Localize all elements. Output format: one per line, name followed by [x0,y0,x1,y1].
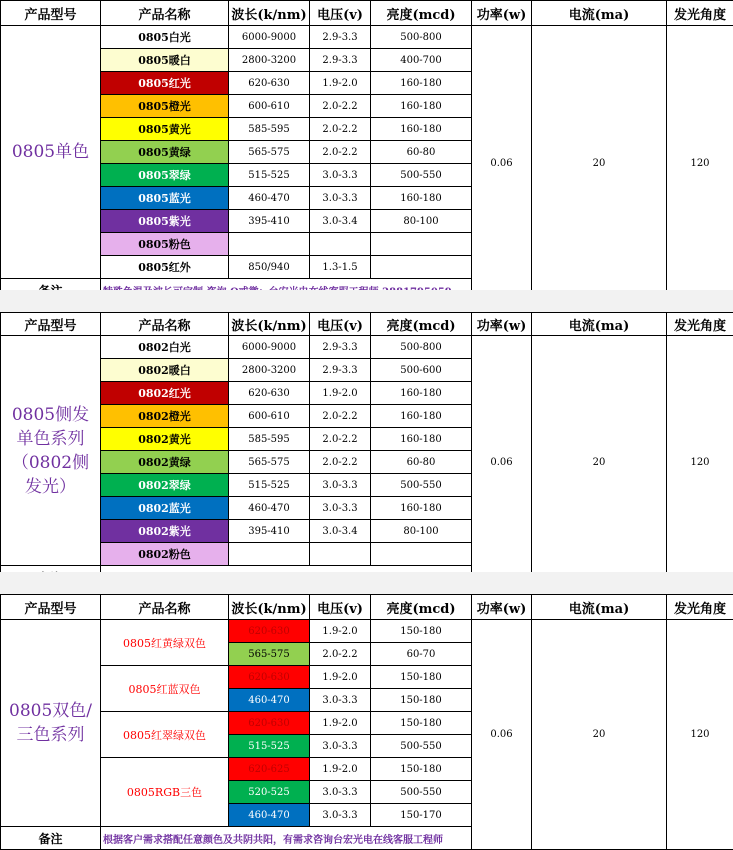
product-name-cell: 0802红光 [101,382,229,405]
luminance-cell: 500-550 [371,164,472,187]
header-cell: 功率(w) [472,595,532,620]
voltage-cell: 1.9-2.0 [310,758,371,781]
header-cell: 发光角度 [667,595,733,620]
wavelength-cell: 620-625 [229,758,310,781]
table-0805-side-single-color [0,312,733,589]
luminance-cell: 160-180 [371,405,472,428]
voltage-cell: 3.0-3.3 [310,781,371,804]
wavelength-cell: 460-470 [229,689,310,712]
voltage-cell: 3.0-3.3 [310,164,371,187]
wavelength-cell [229,233,310,256]
wavelength-cell: 2800-3200 [229,49,310,72]
product-name-cell: 0802黄光 [101,428,229,451]
product-name-cell: 0805翠绿 [101,164,229,187]
angle-cell: 120 [667,620,733,850]
product-name-cell: 0802暖白 [101,359,229,382]
luminance-cell: 160-180 [371,118,472,141]
wavelength-cell: 395-410 [229,520,310,543]
product-name-cell: 0805粉色 [101,233,229,256]
luminance-cell: 500-550 [371,474,472,497]
voltage-cell: 2.9-3.3 [310,49,371,72]
luminance-cell: 150-180 [371,689,472,712]
table-0805-single-color [0,0,733,302]
wavelength-cell: 620-630 [229,72,310,95]
luminance-cell: 160-180 [371,187,472,210]
luminance-cell: 500-550 [371,781,472,804]
voltage-cell: 2.0-2.2 [310,643,371,666]
voltage-cell: 1.9-2.0 [310,382,371,405]
wavelength-cell: 460-470 [229,187,310,210]
wavelength-cell: 565-575 [229,141,310,164]
wavelength-cell: 620-630 [229,620,310,643]
wavelength-cell [229,543,310,566]
power-cell: 0.06 [472,620,532,850]
product-name-cell: 0805红蓝双色 [101,666,229,712]
product-name-cell: 0805暖白 [101,49,229,72]
wavelength-cell: 520-525 [229,781,310,804]
luminance-cell: 150-170 [371,804,472,827]
voltage-cell: 1.3-1.5 [310,256,371,279]
wavelength-cell: 6000-9000 [229,336,310,359]
header-cell: 波长(k/nm) [229,313,310,336]
product-name-cell: 0805黄光 [101,118,229,141]
wavelength-cell: 6000-9000 [229,26,310,49]
luminance-cell: 160-180 [371,72,472,95]
model-line: （0802侧 [1,451,100,475]
luminance-cell: 150-180 [371,758,472,781]
voltage-cell: 3.0-3.3 [310,497,371,520]
product-name-cell: 0805红翠绿双色 [101,712,229,758]
product-name-cell: 0805红光 [101,72,229,95]
product-name-cell: 0802紫光 [101,520,229,543]
angle-cell: 120 [667,26,733,302]
header-cell: 功率(w) [472,1,532,26]
wavelength-cell: 460-470 [229,804,310,827]
luminance-cell: 150-180 [371,620,472,643]
product-name-cell: 0805蓝光 [101,187,229,210]
product-name-cell: 0802白光 [101,336,229,359]
header-cell: 波长(k/nm) [229,1,310,26]
luminance-cell [371,256,472,279]
wavelength-cell: 515-525 [229,735,310,758]
luminance-cell: 80-100 [371,520,472,543]
product-name-cell: 0802粉色 [101,543,229,566]
model-line: 发光） [1,475,100,499]
current-cell: 20 [532,620,667,850]
voltage-cell [310,543,371,566]
product-name-cell: 0805橙光 [101,95,229,118]
wavelength-cell: 515-525 [229,164,310,187]
product-name-cell: 0805黄绿 [101,141,229,164]
luminance-cell [371,233,472,256]
luminance-cell: 60-70 [371,643,472,666]
model-line: 0805侧发 [1,403,100,427]
luminance-cell: 160-180 [371,497,472,520]
wavelength-cell: 620-630 [229,712,310,735]
header-cell: 产品型号 [1,313,101,336]
voltage-cell: 3.0-3.3 [310,474,371,497]
luminance-cell: 150-180 [371,666,472,689]
spacer-row [0,572,733,594]
header-cell: 发光角度 [667,1,733,26]
voltage-cell: 1.9-2.0 [310,666,371,689]
luminance-cell: 500-550 [371,735,472,758]
header-cell: 电流(ma) [532,1,667,26]
header-cell: 亮度(mcd) [371,595,472,620]
voltage-cell: 2.0-2.2 [310,451,371,474]
product-name-cell: 0805RGB三色 [101,758,229,827]
voltage-cell: 3.0-3.4 [310,520,371,543]
current-cell: 20 [532,336,667,589]
voltage-cell: 3.0-3.3 [310,735,371,758]
luminance-cell: 500-800 [371,336,472,359]
header-cell: 电压(v) [310,595,371,620]
model-cell [1,336,101,566]
current-cell: 20 [532,26,667,302]
product-name-cell: 0805红黄绿双色 [101,620,229,666]
luminance-cell: 80-100 [371,210,472,233]
header-cell: 产品名称 [101,595,229,620]
voltage-cell: 2.9-3.3 [310,26,371,49]
luminance-cell: 500-600 [371,359,472,382]
wavelength-cell: 620-630 [229,666,310,689]
luminance-cell: 160-180 [371,428,472,451]
model-cell: 0805单色 [1,26,101,279]
wavelength-cell: 565-575 [229,643,310,666]
note-label: 备注 [1,827,101,850]
header-cell: 电流(ma) [532,313,667,336]
voltage-cell: 2.0-2.2 [310,141,371,164]
voltage-cell: 2.0-2.2 [310,118,371,141]
header-cell: 发光角度 [667,313,733,336]
product-name-cell: 0802蓝光 [101,497,229,520]
product-name-cell: 0802橙光 [101,405,229,428]
voltage-cell: 3.0-3.4 [310,210,371,233]
wavelength-cell: 2800-3200 [229,359,310,382]
luminance-cell: 160-180 [371,382,472,405]
luminance-cell: 160-180 [371,95,472,118]
header-cell: 电压(v) [310,1,371,26]
header-cell: 产品名称 [101,313,229,336]
product-name-cell: 0805紫光 [101,210,229,233]
luminance-cell [371,543,472,566]
wavelength-cell: 585-595 [229,428,310,451]
voltage-cell: 3.0-3.3 [310,689,371,712]
voltage-cell: 2.0-2.2 [310,95,371,118]
wavelength-cell: 600-610 [229,95,310,118]
luminance-cell: 150-180 [371,712,472,735]
header-cell: 产品型号 [1,1,101,26]
voltage-cell: 2.0-2.2 [310,428,371,451]
voltage-cell: 2.9-3.3 [310,336,371,359]
header-cell: 波长(k/nm) [229,595,310,620]
header-cell: 电压(v) [310,313,371,336]
header-cell: 电流(ma) [532,595,667,620]
wavelength-cell: 850/940 [229,256,310,279]
angle-cell: 120 [667,336,733,589]
power-cell: 0.06 [472,336,532,589]
model-line: 单色系列 [1,427,100,451]
wavelength-cell: 515-525 [229,474,310,497]
product-name-cell: 0805白光 [101,26,229,49]
luminance-cell: 60-80 [371,141,472,164]
wavelength-cell: 565-575 [229,451,310,474]
model-cell [1,620,101,827]
header-cell: 产品名称 [101,1,229,26]
wavelength-cell: 395-410 [229,210,310,233]
header-cell: 产品型号 [1,595,101,620]
luminance-cell: 500-800 [371,26,472,49]
voltage-cell: 1.9-2.0 [310,72,371,95]
wavelength-cell: 585-595 [229,118,310,141]
voltage-cell: 1.9-2.0 [310,712,371,735]
voltage-cell: 1.9-2.0 [310,620,371,643]
table-0805-dual-tri-color [0,594,733,850]
wavelength-cell: 460-470 [229,497,310,520]
spacer-row [0,290,733,312]
voltage-cell [310,233,371,256]
header-cell: 亮度(mcd) [371,313,472,336]
luminance-cell: 60-80 [371,451,472,474]
wavelength-cell: 620-630 [229,382,310,405]
luminance-cell: 400-700 [371,49,472,72]
wavelength-cell: 600-610 [229,405,310,428]
power-cell: 0.06 [472,26,532,302]
product-name-cell: 0802黄绿 [101,451,229,474]
voltage-cell: 3.0-3.3 [310,804,371,827]
voltage-cell: 3.0-3.3 [310,187,371,210]
model-line: 三色系列 [1,723,100,747]
header-cell: 功率(w) [472,313,532,336]
model-line: 0805双色/ [1,699,100,723]
voltage-cell: 2.0-2.2 [310,405,371,428]
product-name-cell: 0802翠绿 [101,474,229,497]
product-name-cell: 0805红外 [101,256,229,279]
voltage-cell: 2.9-3.3 [310,359,371,382]
header-cell: 亮度(mcd) [371,1,472,26]
note-text: 根据客户需求搭配任意颜色及共阴共阳，有需求咨询台宏光电在线客服工程师 [101,827,472,850]
